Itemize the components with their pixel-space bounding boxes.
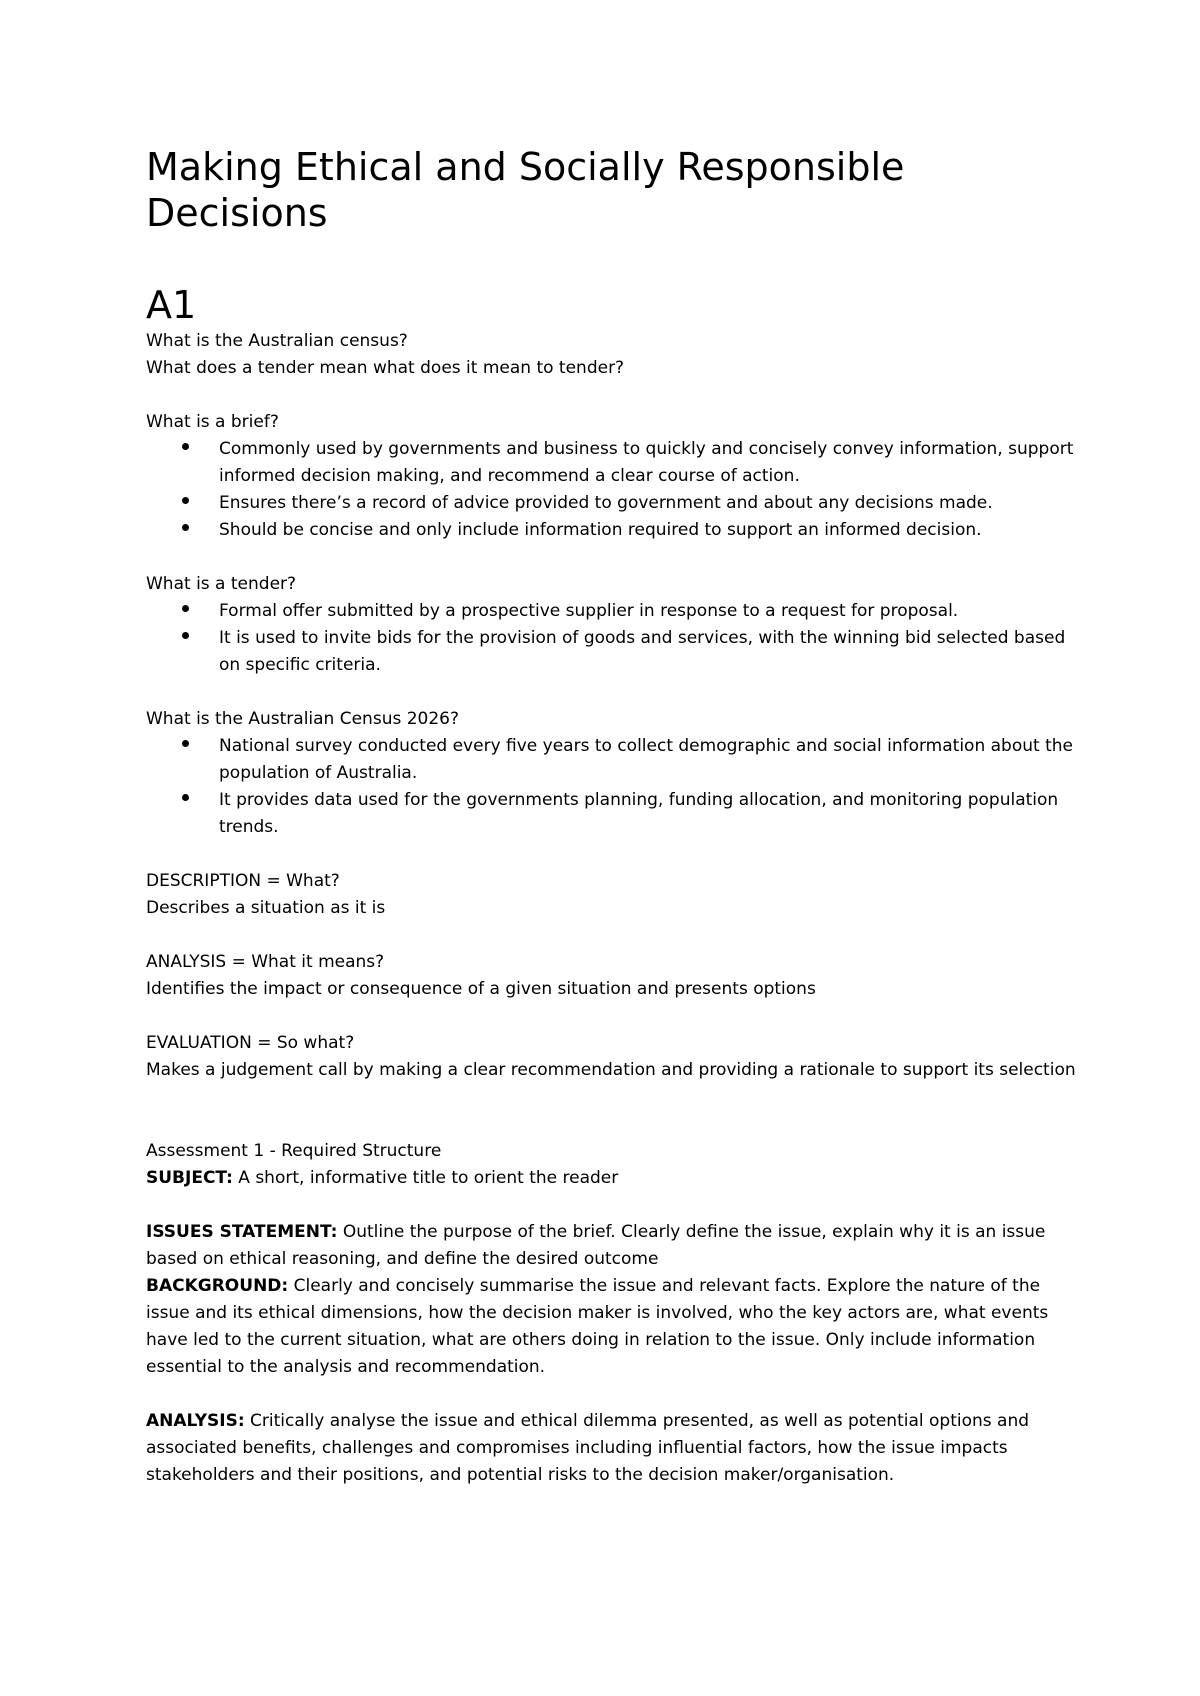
background-text: Clearly and concisely summarise the issue and relevant facts. Explore the nature of the issue and its ethical dimensions, how the decision maker is involved, who the key actors are, what events have led to the current situation, what are others doing in relation to the issue. Only include information essential to the analysis and recommendation. [146, 1276, 1049, 1377]
document-title: Making Ethical and Socially Responsible Decisions [146, 145, 905, 235]
intro-line-2: What does a tender mean what does it mean to tender? [146, 358, 625, 378]
issues-label: ISSUES STATEMENT: [146, 1222, 338, 1242]
analysis-definition-text: Identifies the impact or consequence of a given situation and presents options [146, 979, 816, 999]
tender-question: What is a tender? [146, 574, 297, 594]
bullet-text: Should be concise and only include information required to support an informed decision. [219, 520, 982, 540]
evaluation-text: Makes a judgement call by making a clear recommendation and providing a rationale to support its selection [146, 1060, 1076, 1080]
bullet-icon [182, 497, 189, 504]
bullet-text: National survey conducted every five years to collect demographic and social information about the population of Australia. [219, 736, 1073, 783]
list-item [146, 517, 1076, 544]
bullet-icon [182, 794, 189, 801]
subject-text: A short, informative title to orient the reader [232, 1168, 619, 1188]
list-item [146, 490, 1076, 517]
background-label: BACKGROUND: [146, 1276, 289, 1296]
census-question: What is the Australian Census 2026? [146, 709, 460, 729]
description-label: DESCRIPTION = What? [146, 871, 340, 891]
list-item [146, 733, 1076, 787]
bullet-text: Ensures there’s a record of advice provided to government and about any decisions made. [219, 493, 993, 513]
bullet-text: Formal offer submitted by a prospective supplier in response to a request for proposal. [219, 601, 959, 621]
background-paragraph [146, 1273, 1076, 1381]
bullet-icon [182, 443, 189, 450]
section-heading: A1 [146, 283, 197, 327]
analysis-label: ANALYSIS: [146, 1411, 245, 1431]
list-item [146, 436, 1076, 490]
bullet-icon [182, 632, 189, 639]
bullet-text: It is used to invite bids for the provision of goods and services, with the winning bid selected based on specific criteria. [219, 628, 1066, 675]
bullet-icon [182, 605, 189, 612]
subject-paragraph [146, 1165, 1076, 1192]
issues-text: Outline the purpose of the brief. Clearly define the issue, explain why it is an issue based on ethical reasoning, and define the desired outcome [146, 1222, 1046, 1269]
intro-line-1: What is the Australian census? [146, 331, 408, 351]
document-page [146, 144, 1076, 1489]
analysis-paragraph [146, 1408, 1076, 1489]
list-item [146, 625, 1076, 679]
brief-bullet-list [146, 436, 1076, 544]
description-text: Describes a situation as it is [146, 898, 386, 918]
bullet-text: Commonly used by governments and business to quickly and concisely convey information, support informed decision making, and recommend a clear course of action. [219, 439, 1074, 486]
evaluation-label: EVALUATION = So what? [146, 1033, 355, 1053]
bullet-text: It provides data used for the governments planning, funding allocation, and monitoring population trends. [219, 790, 1059, 837]
analysis-definition-label: ANALYSIS = What it means? [146, 952, 385, 972]
analysis-text: Critically analyse the issue and ethical dilemma presented, as well as potential options and associated benefits, challenges and compromises including influential factors, how the issue impacts stakeholders and their positions, and potential risks to the decision maker/organisation. [146, 1411, 1030, 1485]
bullet-icon [182, 524, 189, 531]
tender-bullet-list [146, 598, 1076, 679]
list-item [146, 787, 1076, 841]
list-item [146, 598, 1076, 625]
census-bullet-list [146, 733, 1076, 841]
subject-label: SUBJECT: [146, 1168, 233, 1188]
brief-question: What is a brief? [146, 412, 279, 432]
assessment-heading: Assessment 1 - Required Structure [146, 1141, 442, 1161]
bullet-icon [182, 740, 189, 747]
issues-paragraph [146, 1219, 1076, 1273]
